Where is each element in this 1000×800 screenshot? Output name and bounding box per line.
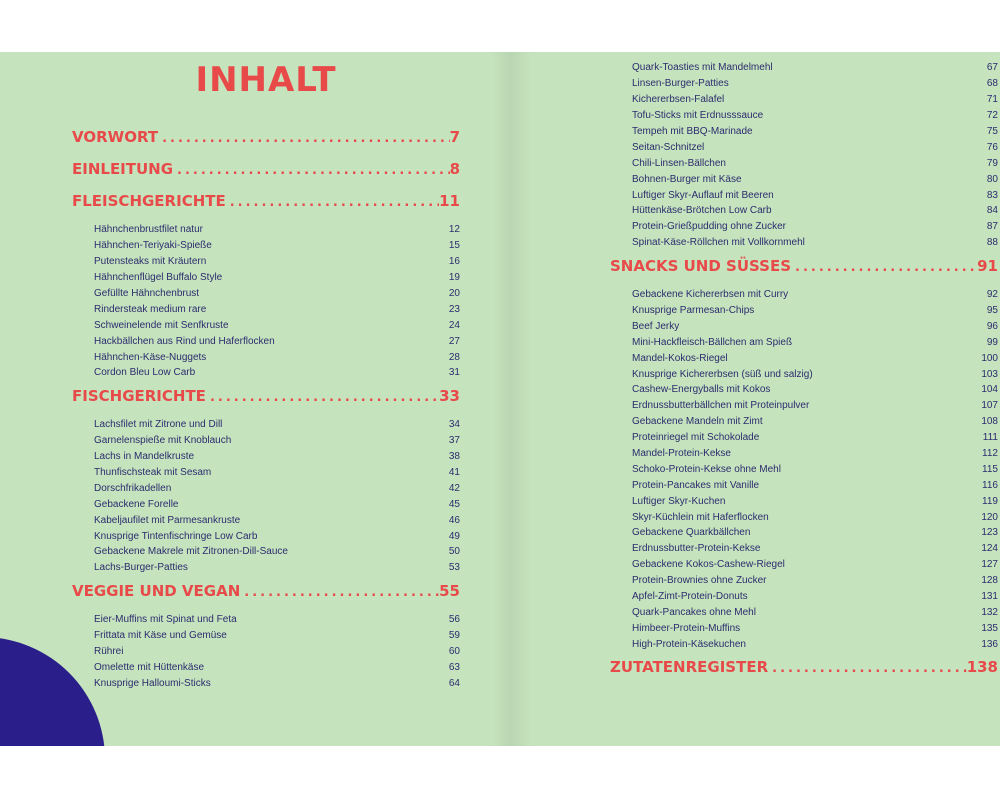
toc-section-heading <box>72 387 460 417</box>
toc-entry <box>94 512 460 528</box>
toc-entry-page: 128 <box>981 575 998 587</box>
toc-entry-page: 131 <box>981 591 998 603</box>
toc-entry <box>632 171 998 187</box>
toc-entry-page: 20 <box>448 288 460 299</box>
toc-entry-page: 76 <box>986 141 998 153</box>
toc-entry <box>632 287 998 303</box>
toc-entry-name: Cordon Bleu Low Carb <box>94 367 196 379</box>
toc-entry-name: Protein-Brownies ohne Zucker <box>632 575 767 587</box>
toc-entry <box>632 303 998 319</box>
toc-entry <box>94 349 460 365</box>
toc-entry-page: 96 <box>986 320 998 332</box>
toc-entry <box>632 235 998 251</box>
toc-item-list <box>94 417 460 576</box>
section-page: 138 <box>966 658 998 677</box>
toc-entry <box>632 366 998 382</box>
toc-entry-name: Hüttenkäse-Brötchen Low Carb <box>632 205 772 217</box>
dot-leader <box>206 390 439 405</box>
toc-entry-name: Spinat-Käse-Röllchen mit Vollkornmehl <box>632 237 805 249</box>
toc-entry <box>632 493 998 509</box>
toc-entry-name: Knusprige Parmesan-Chips <box>632 305 755 317</box>
toc-entry <box>94 286 460 302</box>
dot-leader <box>158 131 450 146</box>
toc-entry-page: 100 <box>981 352 998 364</box>
toc-entry-page: 115 <box>982 463 998 475</box>
toc-entry-page: 99 <box>986 336 998 348</box>
toc-entry-page: 84 <box>986 205 998 217</box>
toc-right-column <box>610 60 998 688</box>
toc-entry <box>94 644 460 660</box>
toc-entry <box>94 433 460 449</box>
toc-entry-name: Linsen-Burger-Patties <box>632 78 729 90</box>
toc-entry <box>632 430 998 446</box>
toc-entry-page: 67 <box>986 62 998 74</box>
toc-entry-page: 123 <box>981 527 998 539</box>
toc-entry-name: Putensteaks mit Kräutern <box>94 256 207 268</box>
toc-entry-page: 95 <box>986 305 998 317</box>
toc-entry <box>94 301 460 317</box>
toc-entry-name: Beef Jerky <box>632 320 680 332</box>
toc-entry-page: 108 <box>981 416 998 428</box>
toc-entry <box>94 238 460 254</box>
toc-entry <box>632 446 998 462</box>
toc-entry <box>94 449 460 465</box>
toc-entry-name: Tofu-Sticks mit Erdnusssauce <box>632 110 764 122</box>
toc-entry <box>94 365 460 381</box>
toc-entry-page: 71 <box>986 94 998 106</box>
toc-entry <box>94 675 460 691</box>
toc-entry-name: Rindersteak medium rare <box>94 303 207 315</box>
toc-entry-page: 42 <box>448 482 460 494</box>
toc-entry <box>94 612 460 628</box>
toc-entry <box>632 589 998 605</box>
toc-entry-page: 111 <box>982 432 998 444</box>
toc-section-heading <box>610 257 998 287</box>
toc-entry-page: 41 <box>448 467 460 479</box>
section-page: 7 <box>449 128 460 146</box>
toc-entry-page: 112 <box>982 448 998 460</box>
toc-entry <box>632 92 998 108</box>
toc-entry-page: 103 <box>981 368 998 380</box>
section-title: ZUTATENREGISTER <box>610 658 769 677</box>
toc-entry <box>632 398 998 414</box>
toc-entry-name: Chili-Linsen-Bällchen <box>632 157 726 169</box>
toc-entry-page: 19 <box>448 272 460 284</box>
toc-entry-name: Quark-Pancakes ohne Mehl <box>632 606 756 618</box>
toc-entry-name: Schweinelende mit Senfkruste <box>94 319 229 331</box>
toc-entry-page: 16 <box>448 256 460 268</box>
toc-entry <box>94 659 460 675</box>
toc-entry-name: Protein-Pancakes mit Vanille <box>632 479 760 491</box>
toc-entry-page: 23 <box>448 303 460 315</box>
toc-entry-name: Hähnchenbrustfilet natur <box>94 224 203 236</box>
toc-entry-name: Cashew-Energyballs mit Kokos <box>632 384 771 396</box>
toc-entry-page: 50 <box>448 546 460 558</box>
toc-entry-page: 127 <box>981 559 998 571</box>
toc-entry <box>632 350 998 366</box>
toc-entry-name: Himbeer-Protein-Muffins <box>632 622 741 634</box>
toc-entry-name: Tempeh mit BBQ-Marinade <box>632 126 753 137</box>
toc-entry <box>632 219 998 235</box>
toc-entry-name: High-Protein-Käsekuchen <box>632 638 746 650</box>
toc-entry-page: 60 <box>448 646 460 658</box>
toc-entry-page: 116 <box>982 479 998 491</box>
toc-section-heading <box>72 160 460 190</box>
toc-entry <box>632 414 998 430</box>
toc-entry-page: 64 <box>448 677 460 689</box>
page-title: INHALT <box>195 60 337 100</box>
toc-entry-name: Gebackene Mandeln mit Zimt <box>632 416 763 428</box>
toc-entry <box>632 620 998 636</box>
toc-entry-page: 15 <box>448 240 460 252</box>
toc-entry <box>632 382 998 398</box>
toc-entry-name: Kichererbsen-Falafel <box>632 94 725 106</box>
section-page: 55 <box>439 581 460 600</box>
section-title: SNACKS UND SÜSSES <box>610 256 791 275</box>
toc-entry-page: 83 <box>986 189 998 201</box>
spacer <box>610 251 998 255</box>
toc-item-list <box>94 612 460 691</box>
toc-entry <box>94 480 460 496</box>
toc-entry-page: 28 <box>448 351 460 363</box>
dot-leader <box>791 260 977 275</box>
toc-entry-name: Hähnchen-Teriyaki-Spieße <box>94 240 212 252</box>
toc-entry <box>632 318 998 334</box>
section-page: 33 <box>439 386 460 405</box>
toc-entry <box>94 628 460 644</box>
toc-entry-name: Dorschfrikadellen <box>94 482 172 494</box>
spacer <box>610 652 998 656</box>
toc-entry-name: Mandel-Protein-Kekse <box>632 448 731 460</box>
toc-entry-name: Gebackene Kokos-Cashew-Riegel <box>632 559 785 571</box>
toc-entry <box>94 496 460 512</box>
toc-entry-name: Lachsfilet mit Zitrone und Dill <box>94 419 223 431</box>
toc-entry <box>632 636 998 652</box>
toc-entry-name: Gebackene Makrele mit Zitronen-Dill-Sauce <box>94 546 288 558</box>
toc-entry-page: 87 <box>986 221 998 233</box>
toc-entry-name: Knusprige Kichererbsen (süß und salzig) <box>632 368 813 380</box>
toc-entry-page: 107 <box>981 400 998 412</box>
toc-left-column <box>72 126 460 695</box>
toc-entry-page: 63 <box>448 661 460 673</box>
toc-entry-name: Frittata mit Käse und Gemüse <box>94 630 227 642</box>
spacer <box>72 381 460 385</box>
toc-entry-name: Schoko-Protein-Kekse ohne Mehl <box>632 463 781 475</box>
toc-entry-name: Gebackene Kichererbsen mit Curry <box>632 289 789 301</box>
toc-entry <box>94 270 460 286</box>
toc-entry-name: Gebackene Quarkbällchen <box>632 527 751 539</box>
toc-entry-name: Erdnussbutterbällchen mit Proteinpulver <box>632 400 810 412</box>
toc-entry-page: 59 <box>448 630 460 642</box>
toc-entry-page: 80 <box>986 173 998 185</box>
toc-entry-name: Luftiger Skyr-Auflauf mit Beeren <box>632 189 774 201</box>
dot-leader <box>226 195 439 210</box>
toc-entry-name: Eier-Muffins mit Spinat und Feta <box>94 614 237 626</box>
toc-entry-page: 79 <box>986 157 998 169</box>
spacer <box>72 576 460 580</box>
toc-entry-name: Proteinriegel mit Schokolade <box>632 432 760 444</box>
toc-entry-name: Kabeljaufilet mit Parmesankruste <box>94 514 241 526</box>
dot-leader <box>240 585 439 600</box>
toc-entry-name: Protein-Grießpudding ohne Zucker <box>632 221 786 233</box>
toc-entry <box>94 317 460 333</box>
toc-entry <box>94 560 460 576</box>
toc-entry-name: Omelette mit Hüttenkäse <box>94 661 205 673</box>
toc-entry-name: Seitan-Schnitzel <box>632 141 705 153</box>
section-title: VEGGIE UND VEGAN <box>72 581 241 600</box>
section-title: VORWORT <box>72 128 159 146</box>
toc-entry-name: Mandel-Kokos-Riegel <box>632 352 728 364</box>
toc-entry-name: Mini-Hackfleisch-Bällchen am Spieß <box>632 336 793 348</box>
toc-entry-page: 135 <box>981 622 998 634</box>
toc-entry-page: 31 <box>448 367 460 379</box>
toc-entry-name: Apfel-Zimt-Protein-Donuts <box>632 591 748 603</box>
toc-entry-name: Hähnchen-Käse-Nuggets <box>94 351 207 363</box>
toc-entry-name: Thunfischsteak mit Sesam <box>94 467 212 479</box>
toc-entry-page: 53 <box>448 562 460 574</box>
book-spread <box>0 52 1000 746</box>
toc-section-heading <box>72 128 460 158</box>
toc-entry-name: Skyr-Küchlein mit Haferflocken <box>632 511 769 523</box>
toc-entry-page: 37 <box>448 435 460 447</box>
toc-entry-page: 24 <box>448 319 460 331</box>
dot-leader <box>173 163 450 178</box>
toc-section-heading <box>610 658 998 688</box>
toc-entry <box>632 187 998 203</box>
toc-entry-name: Rührei <box>94 646 124 658</box>
toc-entry-page: 120 <box>981 511 998 523</box>
toc-entry-page: 38 <box>448 451 460 463</box>
toc-entry-name: Gefüllte Hähnchenbrust <box>94 288 200 299</box>
section-page: 8 <box>449 160 460 178</box>
toc-entry-page: 45 <box>448 498 460 510</box>
toc-entry <box>94 465 460 481</box>
toc-entry-name: Hackbällchen aus Rind und Haferflocken <box>94 335 275 347</box>
toc-entry <box>632 573 998 589</box>
toc-entry <box>94 254 460 270</box>
toc-entry-name: Quark-Toasties mit Mandelmehl <box>632 62 773 74</box>
toc-entry-page: 124 <box>981 543 998 555</box>
toc-item-list <box>94 222 460 381</box>
toc-entry-page: 46 <box>448 514 460 526</box>
toc-entry-name: Hähnchenflügel Buffalo Style <box>94 272 223 284</box>
toc-entry <box>94 544 460 560</box>
toc-entry-page: 12 <box>448 224 460 236</box>
toc-entry-page: 75 <box>986 126 998 137</box>
toc-entry-name: Lachs-Burger-Patties <box>94 562 188 574</box>
section-title: FLEISCHGERICHTE <box>72 192 226 210</box>
toc-entry-page: 136 <box>981 638 998 650</box>
toc-entry-name: Lachs in Mandelkruste <box>94 451 195 463</box>
toc-entry <box>632 203 998 219</box>
toc-entry <box>94 528 460 544</box>
toc-entry-name: Knusprige Tintenfischringe Low Carb <box>94 530 258 542</box>
toc-entry-page: 34 <box>448 419 460 431</box>
toc-entry <box>94 333 460 349</box>
toc-entry-page: 27 <box>448 335 460 347</box>
toc-entry <box>94 222 460 238</box>
section-page: 91 <box>977 256 998 275</box>
dot-leader <box>768 661 967 676</box>
toc-section-heading <box>72 192 460 222</box>
toc-entry-name: Luftiger Skyr-Kuchen <box>632 495 726 507</box>
toc-entry-page: 119 <box>982 495 998 507</box>
toc-entry-page: 88 <box>986 237 998 249</box>
section-title: EINLEITUNG <box>72 160 174 178</box>
toc-entry <box>632 60 998 76</box>
toc-entry <box>632 605 998 621</box>
toc-entry <box>632 334 998 350</box>
toc-item-list <box>632 60 998 251</box>
toc-entry <box>94 417 460 433</box>
toc-item-list <box>632 287 998 652</box>
toc-entry-name: Bohnen-Burger mit Käse <box>632 173 742 185</box>
page-gutter <box>492 52 532 746</box>
toc-entry-page: 72 <box>986 110 998 122</box>
toc-entry-page: 132 <box>981 606 998 618</box>
spacer <box>72 691 460 695</box>
toc-entry <box>632 509 998 525</box>
toc-entry <box>632 139 998 155</box>
toc-entry-name: Knusprige Halloumi-Sticks <box>94 677 211 689</box>
toc-entry <box>632 155 998 171</box>
toc-entry <box>632 461 998 477</box>
toc-entry <box>632 76 998 92</box>
toc-entry-name: Gebackene Forelle <box>94 498 179 510</box>
toc-entry-name: Erdnussbutter-Protein-Kekse <box>632 543 761 555</box>
toc-section-heading <box>72 582 460 612</box>
toc-entry-page: 49 <box>448 530 460 542</box>
section-page: 11 <box>439 192 460 210</box>
section-title: FISCHGERICHTE <box>72 386 206 405</box>
toc-entry <box>632 108 998 124</box>
toc-entry-page: 56 <box>448 614 460 626</box>
toc-entry-page: 104 <box>981 384 998 396</box>
toc-entry <box>632 525 998 541</box>
toc-entry <box>632 477 998 493</box>
toc-entry <box>632 124 998 140</box>
toc-entry-page: 92 <box>986 289 998 301</box>
toc-entry-name: Garnelenspieße mit Knoblauch <box>94 435 232 447</box>
toc-entry <box>632 541 998 557</box>
toc-entry-page: 68 <box>986 78 998 90</box>
toc-entry <box>632 557 998 573</box>
